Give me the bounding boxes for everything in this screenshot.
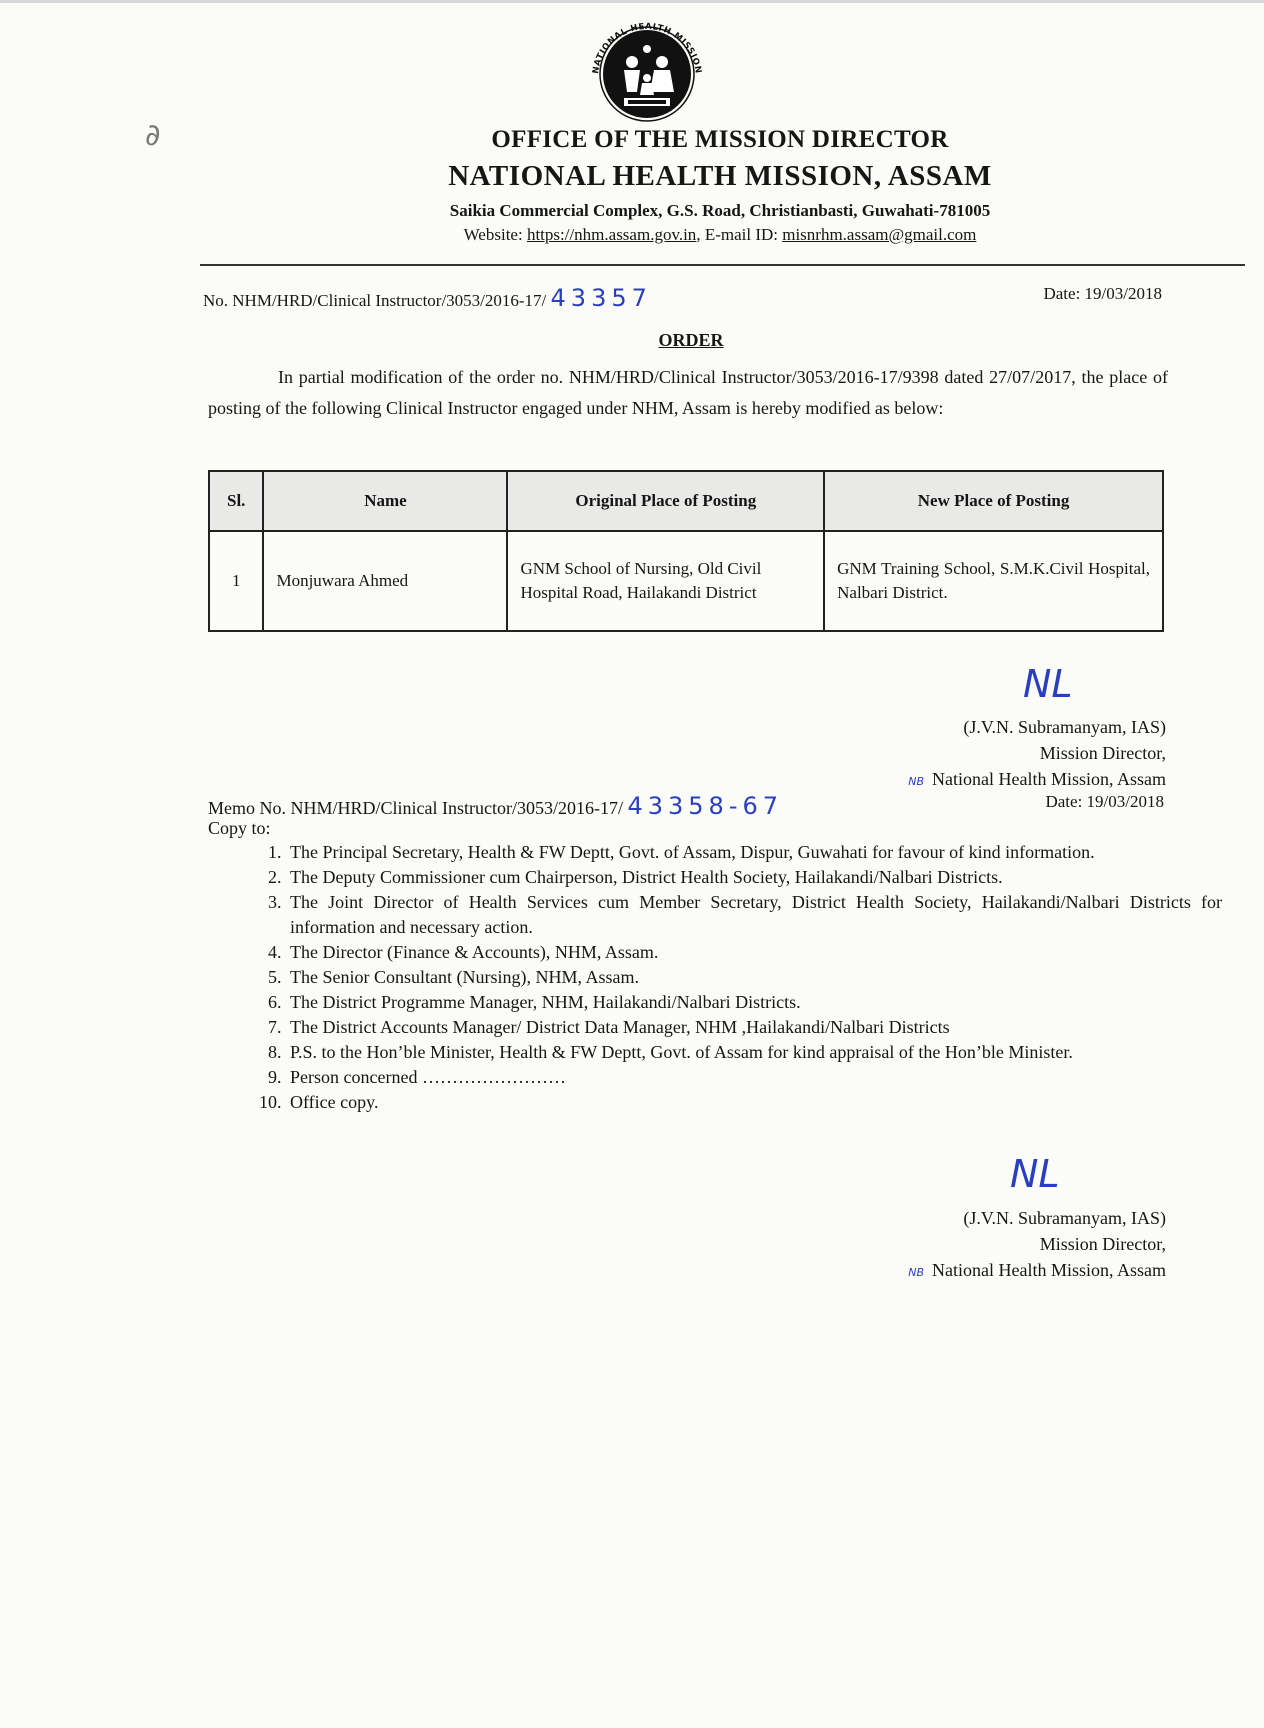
col-new-posting: New Place of Posting	[824, 471, 1163, 531]
list-item: 6. The District Programme Manager, NHM, Hailakandi/Nalbari Districts.	[286, 990, 1222, 1015]
signatory-designation: Mission Director,	[1039, 1234, 1166, 1254]
cell-original-posting: GNM School of Nursing, Old Civil Hospital Road, Hailakandi District	[507, 531, 824, 631]
signatory-org-line	[908, 1257, 1166, 1286]
initials-mark: NB	[908, 1266, 925, 1279]
memo-prefix: Memo No. NHM/HRD/Clinical Instructor/3053/2016-17/	[208, 798, 623, 818]
signatory-org: National Health Mission, Assam	[932, 769, 1166, 789]
email-link[interactable]: misnrhm.assam@gmail.com	[782, 225, 977, 244]
signatory-name: (J.V.N. Subramanyam, IAS)	[963, 717, 1166, 737]
list-item: 2. The Deputy Commissioner cum Chairperson, District Health Society, Hailakandi/Nalbari Districts.	[286, 865, 1222, 890]
email-label: , E-mail ID:	[696, 225, 783, 244]
order-body-text: In partial modification of the order no. NHM/HRD/Clinical Instructor/3053/2016-17/9398 dated 27/07/2017, the place of posting of the following Clinical Instructor engaged under NHM, Assam is hereby modified as below:	[208, 367, 1168, 418]
signatory-org-line	[908, 766, 1166, 795]
col-sl: Sl.	[209, 471, 263, 531]
list-item: 4. The Director (Finance & Accounts), NHM, Assam.	[286, 940, 1222, 965]
memo-number	[208, 792, 783, 820]
list-item: 1. The Principal Secretary, Health & FW Deptt, Govt. of Assam, Dispur, Guwahati for favour of kind information.	[286, 840, 1222, 865]
copy-to-label: Copy to:	[208, 818, 271, 838]
col-name: Name	[263, 471, 507, 531]
cell-new-posting: GNM Training School, S.M.K.Civil Hospital, Nalbari District.	[824, 531, 1163, 631]
list-item: 7. The District Accounts Manager/ District Data Manager, NHM ,Hailakandi/Nalbari Districts	[286, 1015, 1222, 1040]
cell-name: Monjuwara Ahmed	[263, 531, 507, 631]
list-item: 10. Office copy.	[286, 1090, 1222, 1115]
signatory-name: (J.V.N. Subramanyam, IAS)	[963, 1208, 1166, 1228]
nhm-logo	[576, 12, 718, 124]
table-header-row	[209, 471, 1163, 531]
col-original-posting: Original Place of Posting	[507, 471, 824, 531]
order-body	[208, 362, 1168, 424]
list-item: 3. The Joint Director of Health Services cum Member Secretary, District Health Society, Hailakandi/Nalbari Districts for information and necessary action.	[286, 890, 1222, 940]
office-heading: OFFICE OF THE MISSION DIRECTOR	[491, 126, 949, 153]
org-heading: NATIONAL HEALTH MISSION, ASSAM	[448, 160, 992, 192]
website-label: Website:	[463, 225, 527, 244]
handwritten-number: 43357	[550, 284, 652, 312]
website-link[interactable]: https://nhm.assam.gov.in	[526, 225, 697, 244]
table-row	[209, 531, 1163, 631]
office-address: Saikia Commercial Complex, G.S. Road, Christianbasti, Guwahati-781005	[449, 201, 991, 220]
handwritten-memo-number: 43358-67	[627, 792, 784, 820]
scan-edge	[0, 0, 1264, 3]
list-item: 9. Person concerned ……………………	[286, 1065, 1222, 1090]
signature-1: NL	[1023, 662, 1073, 706]
signatory-designation: Mission Director,	[1039, 743, 1166, 763]
signatory-block-2	[908, 1205, 1166, 1286]
posting-table	[208, 470, 1164, 632]
signature-2: NL	[1010, 1152, 1060, 1196]
reference-number	[203, 284, 652, 312]
cell-sl: 1	[209, 531, 263, 631]
svg-text:NATIONAL HEALTH MISSION: NATIONAL HEALTH MISSION	[591, 21, 703, 75]
list-item: 8. P.S. to the Hon’ble Minister, Health & FW Deptt, Govt. of Assam for kind appraisal of the Hon’ble Minister.	[286, 1040, 1222, 1065]
margin-scribble: ∂	[145, 118, 161, 153]
memo-date: Date: 19/03/2018	[1045, 792, 1164, 811]
order-title: ORDER	[658, 330, 724, 350]
initials-mark: NB	[908, 775, 925, 788]
contact-line	[380, 225, 1060, 245]
list-item: 5. The Senior Consultant (Nursing), NHM, Assam.	[286, 965, 1222, 990]
signatory-block-1	[908, 714, 1166, 795]
copy-list	[246, 840, 1222, 1115]
header-divider	[200, 264, 1245, 266]
signatory-org: National Health Mission, Assam	[932, 1260, 1166, 1280]
reference-date: Date: 19/03/2018	[1043, 284, 1162, 303]
reference-prefix: No. NHM/HRD/Clinical Instructor/3053/2016-17/	[203, 291, 547, 310]
